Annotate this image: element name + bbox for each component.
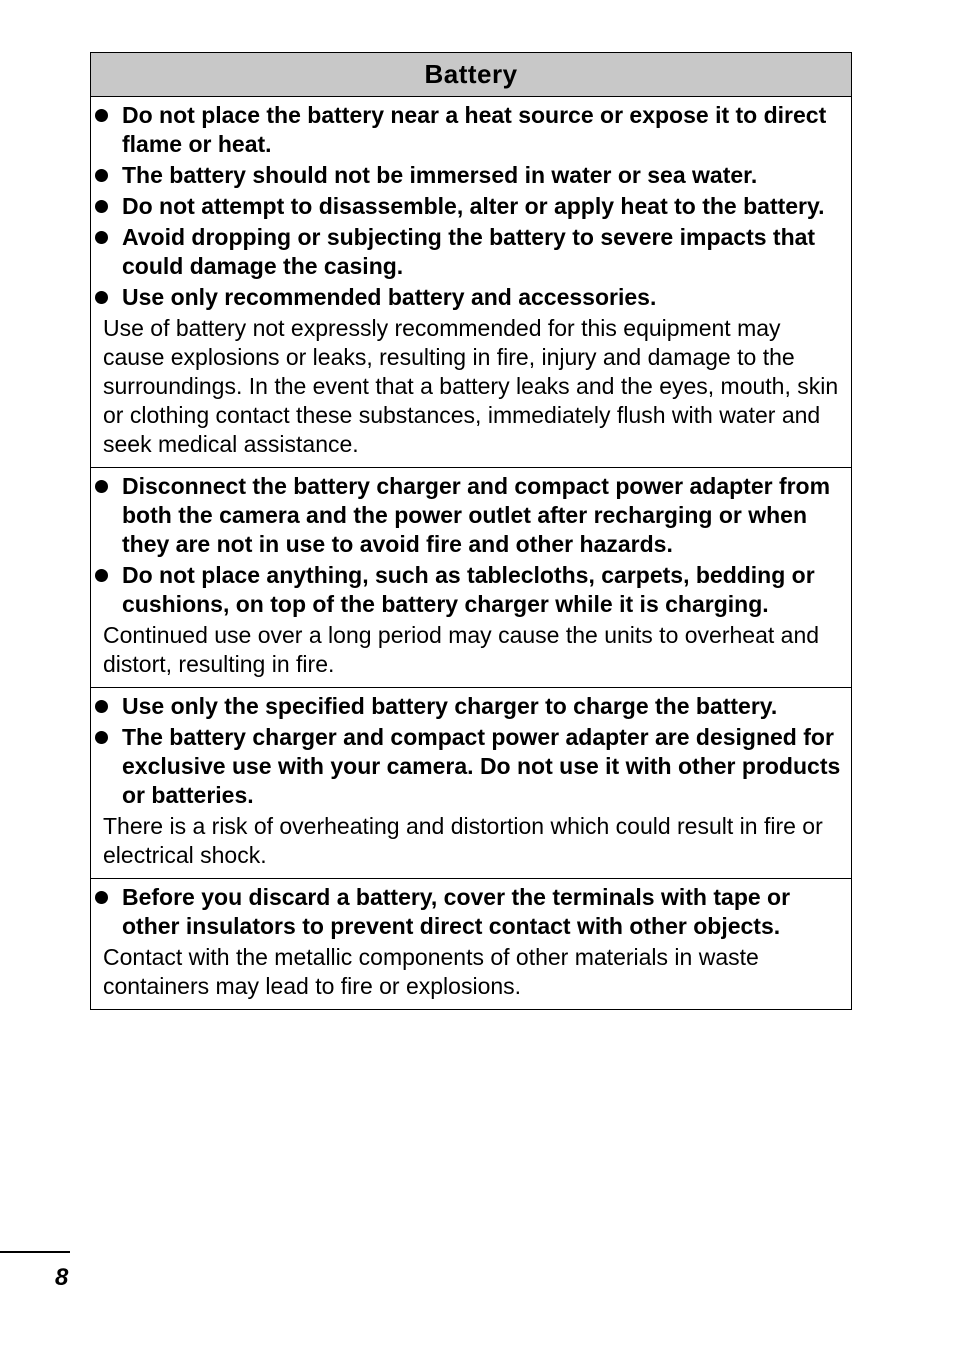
bullet-dot-icon <box>95 891 108 904</box>
section-note: Contact with the metallic components of other materials in waste containers may lead to fire or explosions. <box>103 944 759 999</box>
page-footer-rule <box>0 1251 70 1253</box>
bullet-item <box>91 223 851 281</box>
bullet-dot-icon <box>95 109 108 122</box>
bullet-dot-icon <box>95 291 108 304</box>
bullet-item <box>91 883 851 941</box>
bullet-item <box>91 192 851 221</box>
bullet-text: Do not place the battery near a heat source or expose it to direct flame or heat. <box>122 102 827 157</box>
bullet-dot-icon <box>95 569 108 582</box>
table-header: Battery <box>91 53 851 97</box>
bullet-item <box>91 101 851 159</box>
safety-section-3 <box>91 688 851 879</box>
bullet-dot-icon <box>95 731 108 744</box>
bullet-item <box>91 283 851 312</box>
section-note: There is a risk of overheating and distortion which could result in fire or electrical shock. <box>103 813 823 868</box>
bullet-text: Disconnect the battery charger and compact power adapter from both the camera and the power outlet after recharging or when they are not in use to avoid fire and other hazards. <box>122 473 831 557</box>
section-note: Continued use over a long period may cause the units to overheat and distort, resulting in fire. <box>103 622 820 677</box>
bullet-text: The battery charger and compact power adapter are designed for exclusive use with your camera. Do not use it with other products or batteries. <box>122 724 841 808</box>
battery-safety-table <box>90 52 852 1010</box>
bullet-item <box>91 161 851 190</box>
safety-section-1 <box>91 97 851 468</box>
bullet-text: Avoid dropping or subjecting the battery to severe impacts that could damage the casing. <box>122 224 816 279</box>
bullet-text: Do not place anything, such as tablecloths, carpets, bedding or cushions, on top of the battery charger while it is charging. <box>122 562 815 617</box>
bullet-item <box>91 472 851 559</box>
bullet-text: Do not attempt to disassemble, alter or apply heat to the battery. <box>122 193 825 219</box>
bullet-dot-icon <box>95 200 108 213</box>
bullet-item <box>91 692 851 721</box>
bullet-dot-icon <box>95 169 108 182</box>
bullet-text: Before you discard a battery, cover the terminals with tape or other insulators to prevent direct contact with other objects. <box>122 884 791 939</box>
safety-section-2 <box>91 468 851 688</box>
bullet-dot-icon <box>95 231 108 244</box>
bullet-item <box>91 561 851 619</box>
bullet-text: Use only recommended battery and accessories. <box>122 284 657 310</box>
bullet-dot-icon <box>95 480 108 493</box>
safety-section-4 <box>91 879 851 1009</box>
bullet-text: The battery should not be immersed in water or sea water. <box>122 162 758 188</box>
bullet-item <box>91 723 851 810</box>
bullet-dot-icon <box>95 700 108 713</box>
section-note: Use of battery not expressly recommended for this equipment may cause explosions or leaks, resulting in fire, injury and damage to the surroundings. In the event that a battery leaks and the eyes, mouth, skin or clothing contact these substances, immediately flush with water and seek medical assistance. <box>103 315 839 457</box>
bullet-text: Use only the specified battery charger to charge the battery. <box>122 693 778 719</box>
page-number: 8 <box>55 1264 69 1291</box>
